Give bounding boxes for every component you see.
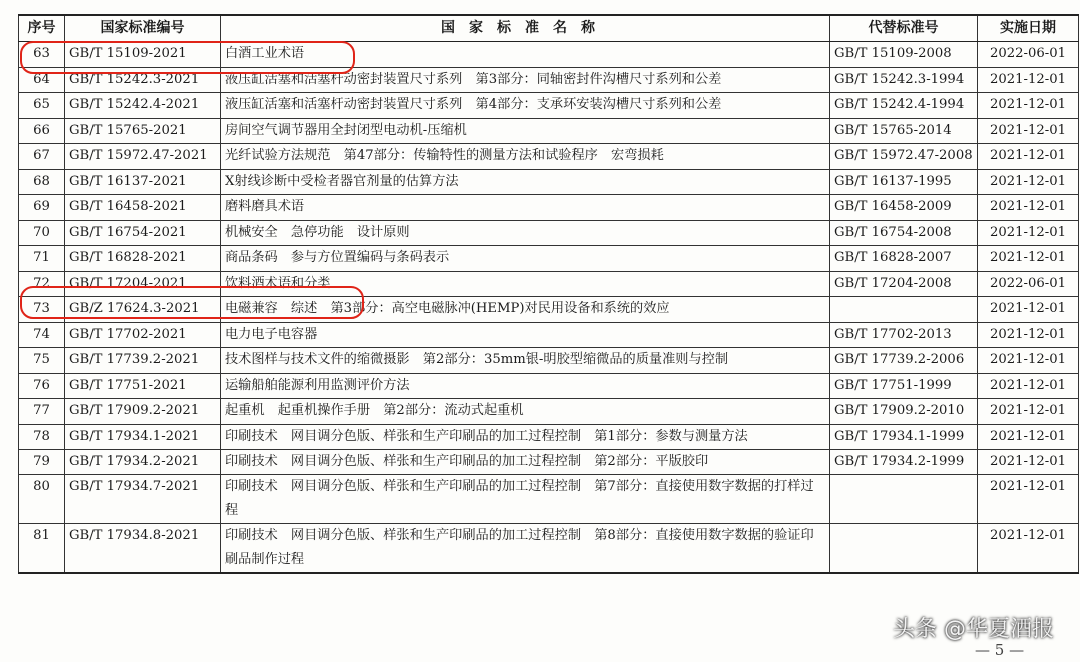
- row-name: 印刷技术 网目调分色版、样张和生产印刷品的加工过程控制 第7部分：直接使用数字数据的打样过程: [221, 475, 830, 524]
- row-seq: 73: [19, 297, 65, 323]
- row-name: 电力电子电容器: [221, 322, 830, 348]
- row-replaced: GB/T 16137-1995: [830, 169, 978, 195]
- row-name: 液压缸活塞和活塞杆动密封装置尺寸系列 第3部分：同轴密封件沟槽尺寸系列和公差: [221, 67, 830, 93]
- row-name: 房间空气调节器用全封闭型电动机-压缩机: [221, 118, 830, 144]
- row-date: 2021-12-01: [978, 246, 1079, 272]
- row-replaced: GB/T 16754-2008: [830, 220, 978, 246]
- row-seq: 77: [19, 399, 65, 425]
- row-seq: 65: [19, 93, 65, 119]
- row-code: GB/T 17739.2-2021: [65, 348, 221, 374]
- row-seq: 78: [19, 424, 65, 449]
- row-date: 2021-12-01: [978, 144, 1079, 170]
- row-replaced: GB/T 15765-2014: [830, 118, 978, 144]
- row-seq: 68: [19, 169, 65, 195]
- row-seq: 74: [19, 322, 65, 348]
- row-name: X射线诊断中受检者器官剂量的估算方法: [221, 169, 830, 195]
- row-date: 2021-12-01: [978, 93, 1079, 119]
- row-code: GB/T 16754-2021: [65, 220, 221, 246]
- table-row: [19, 67, 1079, 93]
- row-replaced: GB/T 15242.4-1994: [830, 93, 978, 119]
- row-replaced: GB/T 16828-2007: [830, 246, 978, 272]
- row-name: 光纤试验方法规范 第47部分：传输特性的测量方法和试验程序 宏弯损耗: [221, 144, 830, 170]
- table-row: [19, 424, 1079, 449]
- row-code: GB/T 17934.2-2021: [65, 449, 221, 475]
- row-date: 2021-12-01: [978, 524, 1079, 574]
- row-code: GB/T 17751-2021: [65, 373, 221, 399]
- header-date: 实施日期: [978, 15, 1079, 42]
- row-code: GB/T 17204-2021: [65, 271, 221, 297]
- table-row: [19, 42, 1079, 68]
- table-row: [19, 322, 1079, 348]
- row-seq: 67: [19, 144, 65, 170]
- row-replaced: GB/T 15972.47-2008: [830, 144, 978, 170]
- row-date: 2021-12-01: [978, 449, 1079, 475]
- row-replaced: GB/T 15242.3-1994: [830, 67, 978, 93]
- table-row: [19, 348, 1079, 374]
- row-code: GB/T 17934.7-2021: [65, 475, 221, 524]
- row-replaced: GB/T 17934.1-1999: [830, 424, 978, 449]
- row-replaced: GB/T 16458-2009: [830, 195, 978, 221]
- row-date: 2021-12-01: [978, 67, 1079, 93]
- row-replaced: GB/T 17702-2013: [830, 322, 978, 348]
- row-seq: 64: [19, 67, 65, 93]
- table-row: [19, 297, 1079, 323]
- row-date: 2021-12-01: [978, 195, 1079, 221]
- row-date: 2021-12-01: [978, 399, 1079, 425]
- row-name: 饮料酒术语和分类: [221, 271, 830, 297]
- row-code: GB/T 15109-2021: [65, 42, 221, 68]
- row-seq: 70: [19, 220, 65, 246]
- row-date: 2021-12-01: [978, 348, 1079, 374]
- table-row: [19, 144, 1079, 170]
- row-date: 2021-12-01: [978, 220, 1079, 246]
- header-replaced: 代替标准号: [830, 15, 978, 42]
- row-seq: 63: [19, 42, 65, 68]
- row-code: GB/T 16458-2021: [65, 195, 221, 221]
- row-name: 运输船舶能源利用监测评价方法: [221, 373, 830, 399]
- row-name: 商品条码 参与方位置编码与条码表示: [221, 246, 830, 272]
- table-row: [19, 475, 1079, 524]
- table-row: [19, 246, 1079, 272]
- row-name: 起重机 起重机操作手册 第2部分：流动式起重机: [221, 399, 830, 425]
- row-replaced: [830, 524, 978, 574]
- watermark: 头条 @华夏酒报: [893, 617, 1054, 642]
- row-seq: 81: [19, 524, 65, 574]
- row-date: 2021-12-01: [978, 475, 1079, 524]
- row-code: GB/T 17909.2-2021: [65, 399, 221, 425]
- table-row: [19, 220, 1079, 246]
- row-name: 印刷技术 网目调分色版、样张和生产印刷品的加工过程控制 第2部分：平版胶印: [221, 449, 830, 475]
- row-replaced: GB/T 15109-2008: [830, 42, 978, 68]
- row-seq: 76: [19, 373, 65, 399]
- row-code: GB/T 16137-2021: [65, 169, 221, 195]
- header-seq: 序号: [19, 15, 65, 42]
- row-seq: 80: [19, 475, 65, 524]
- row-seq: 75: [19, 348, 65, 374]
- row-code: GB/T 15972.47-2021: [65, 144, 221, 170]
- header-name: 国家标准名称: [221, 15, 830, 42]
- row-replaced: [830, 297, 978, 323]
- row-seq: 72: [19, 271, 65, 297]
- row-seq: 69: [19, 195, 65, 221]
- row-replaced: GB/T 17751-1999: [830, 373, 978, 399]
- row-code: GB/T 15242.4-2021: [65, 93, 221, 119]
- row-name: 印刷技术 网目调分色版、样张和生产印刷品的加工过程控制 第8部分：直接使用数字数据的验证印刷品制作过程: [221, 524, 830, 574]
- header-code: 国家标准编号: [65, 15, 221, 42]
- table-row: [19, 271, 1079, 297]
- row-code: GB/T 15765-2021: [65, 118, 221, 144]
- row-date: 2021-12-01: [978, 424, 1079, 449]
- table-row: [19, 524, 1079, 574]
- row-date: 2021-12-01: [978, 169, 1079, 195]
- row-code: GB/T 17934.1-2021: [65, 424, 221, 449]
- table-row: [19, 195, 1079, 221]
- row-name: 机械安全 急停功能 设计原则: [221, 220, 830, 246]
- row-seq: 79: [19, 449, 65, 475]
- row-name: 印刷技术 网目调分色版、样张和生产印刷品的加工过程控制 第1部分：参数与测量方法: [221, 424, 830, 449]
- row-replaced: GB/T 17909.2-2010: [830, 399, 978, 425]
- row-date: 2021-12-01: [978, 297, 1079, 323]
- row-seq: 71: [19, 246, 65, 272]
- table-row: [19, 373, 1079, 399]
- row-name: 磨料磨具术语: [221, 195, 830, 221]
- row-code: GB/T 17702-2021: [65, 322, 221, 348]
- table-row: [19, 399, 1079, 425]
- row-date: 2021-12-01: [978, 118, 1079, 144]
- row-code: GB/T 17934.8-2021: [65, 524, 221, 574]
- row-replaced: GB/T 17739.2-2006: [830, 348, 978, 374]
- row-replaced: GB/T 17934.2-1999: [830, 449, 978, 475]
- row-code: GB/Z 17624.3-2021: [65, 297, 221, 323]
- table-row: [19, 93, 1079, 119]
- row-code: GB/T 16828-2021: [65, 246, 221, 272]
- standards-table: [18, 14, 1079, 574]
- row-name: 液压缸活塞和活塞杆动密封装置尺寸系列 第4部分：支承环安装沟槽尺寸系列和公差: [221, 93, 830, 119]
- row-seq: 66: [19, 118, 65, 144]
- row-name: 电磁兼容 综述 第3部分：高空电磁脉冲(HEMP)对民用设备和系统的效应: [221, 297, 830, 323]
- row-code: GB/T 15242.3-2021: [65, 67, 221, 93]
- row-date: 2022-06-01: [978, 42, 1079, 68]
- page-number: — 5 —: [975, 641, 1025, 659]
- table-row: [19, 169, 1079, 195]
- table-row: [19, 449, 1079, 475]
- row-date: 2021-12-01: [978, 322, 1079, 348]
- table-row: [19, 118, 1079, 144]
- row-date: 2022-06-01: [978, 271, 1079, 297]
- row-replaced: [830, 475, 978, 524]
- row-name: 白酒工业术语: [221, 42, 830, 68]
- row-name: 技术图样与技术文件的缩微摄影 第2部分：35mm银-明胶型缩微品的质量准则与控制: [221, 348, 830, 374]
- table-header-row: [19, 15, 1079, 42]
- row-replaced: GB/T 17204-2008: [830, 271, 978, 297]
- row-date: 2021-12-01: [978, 373, 1079, 399]
